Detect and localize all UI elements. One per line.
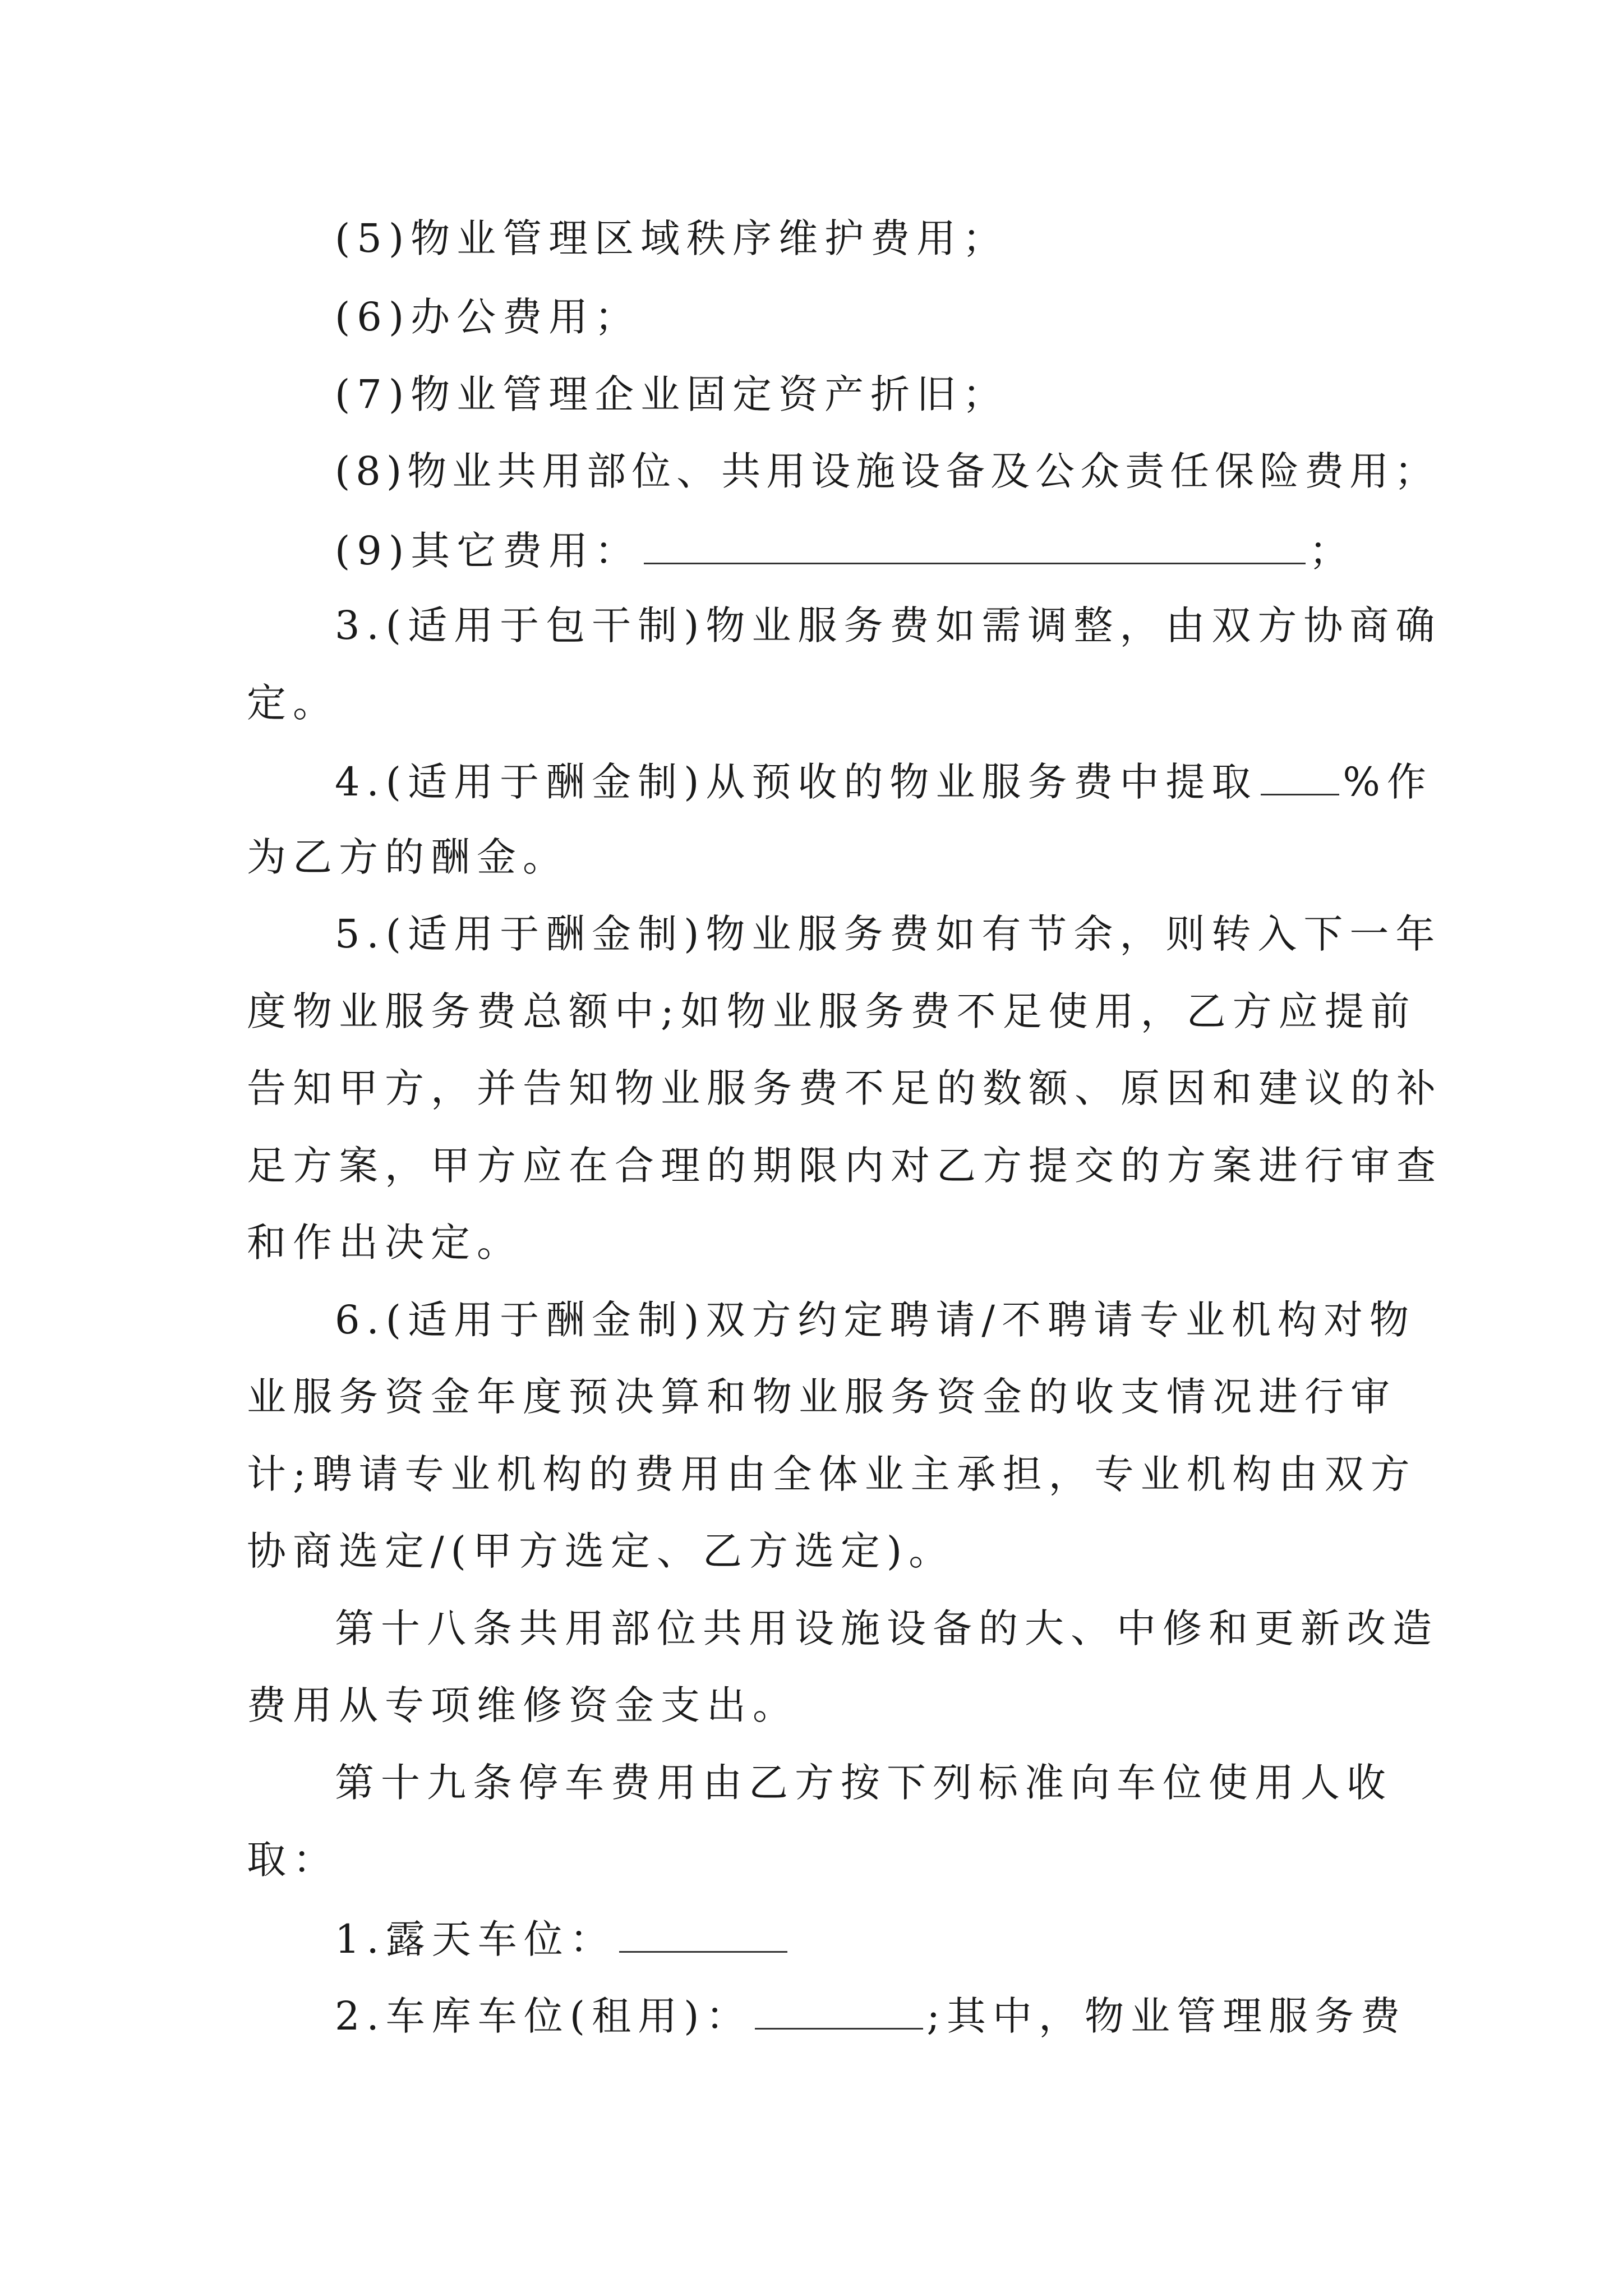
item-7: (7)物业管理企业固定资产折旧； xyxy=(335,371,1009,417)
article-19-line-2: 取： xyxy=(247,1837,339,1883)
para-4-text-a: 4.(适用于酬金制)从预收的物业服务费中提取 xyxy=(335,759,1258,805)
para-5-line-2: 度物业服务费总额中;如物业服务费不足使用，乙方应提前 xyxy=(247,988,1417,1034)
parking-open-air xyxy=(335,1916,791,1962)
article-19-line-1: 第十九条停车费用由乙方按下列标准向车位使用人收 xyxy=(335,1760,1393,1806)
para-4-text-b: %作 xyxy=(1343,759,1433,805)
para-4-line-1 xyxy=(335,759,1433,805)
other-fees-blank xyxy=(644,529,1306,564)
parking-garage xyxy=(335,1993,1407,2039)
para-6-line-2: 业服务资金年度预决算和物业服务资金的收支情况进行审 xyxy=(247,1374,1396,1420)
item-9-end: ； xyxy=(1309,528,1355,574)
para-3-line-1: 3.(适用于包干制)物业服务费如需调整，由双方协商确 xyxy=(335,602,1442,648)
commission-percent-blank xyxy=(1261,760,1339,795)
para-5-line-4: 足方案，甲方应在合理的期限内对乙方提交的方案进行审查 xyxy=(247,1143,1442,1189)
article-18-line-1: 第十八条共用部位共用设施设备的大、中修和更新改造 xyxy=(335,1605,1438,1651)
parking-garage-rest: ;其中，物业管理服务费 xyxy=(926,1993,1407,2039)
para-5-line-5: 和作出决定。 xyxy=(247,1220,523,1266)
item-6: (6)办公费用； xyxy=(335,294,641,340)
para-6-line-3: 计;聘请专业机构的费用由全体业主承担，专业机构由双方 xyxy=(247,1451,1417,1497)
item-8: (8)物业共用部位、共用设施设备及公众责任保险费用； xyxy=(335,448,1440,494)
para-4-line-2: 为乙方的酬金。 xyxy=(247,834,569,880)
para-6-line-4: 协商选定/(甲方选定、乙方选定)。 xyxy=(247,1528,955,1574)
para-6-line-1: 6.(适用于酬金制)双方约定聘请/不聘请专业机构对物 xyxy=(335,1297,1415,1343)
item-9 xyxy=(335,528,1355,574)
open-air-fee-blank xyxy=(619,1917,787,1953)
garage-fee-blank xyxy=(755,1994,923,2030)
item-5: (5)物业管理区域秩序维护费用； xyxy=(335,215,1009,261)
parking-garage-label: 2.车库车位(租用)： xyxy=(335,1993,752,2039)
item-9-label: (9)其它费用： xyxy=(335,528,641,574)
para-3-line-2: 定。 xyxy=(247,680,339,726)
parking-open-air-label: 1.露天车位： xyxy=(335,1916,616,1962)
para-5-line-1: 5.(适用于酬金制)物业服务费如有节余，则转入下一年 xyxy=(335,911,1442,957)
para-5-line-3: 告知甲方，并告知物业服务费不足的数额、原因和建议的补 xyxy=(247,1065,1442,1111)
article-18-line-2: 费用从专项维修资金支出。 xyxy=(247,1682,799,1728)
